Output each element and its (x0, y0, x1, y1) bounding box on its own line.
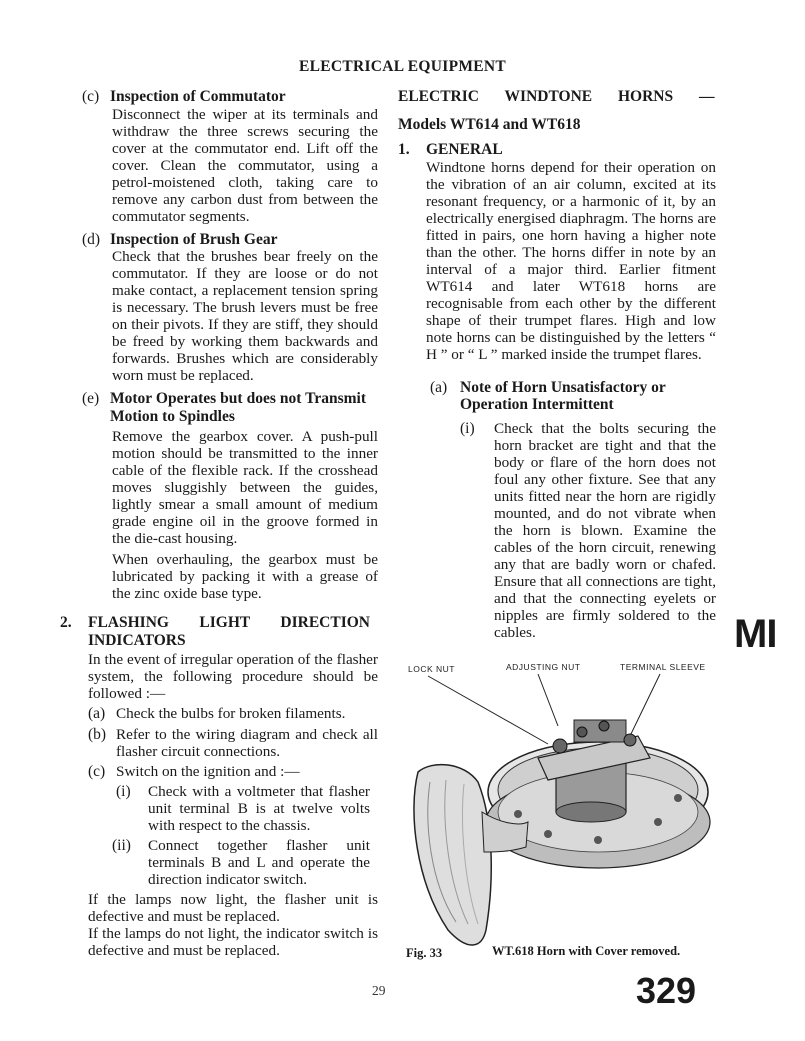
section-e-body-2: When overhauling, the gearbox must be lubricated by packing it with a grease of the zinc oxide base type. (112, 551, 378, 602)
section-d-body: Check that the brushes bear freely on the commutator. If they are loose or do not make contact, a replacement tension spring is necessary. The brush levers must be free on their pivots. If they are stiff, they should be freed by working them backwards and forwards. Brushes which are considerably worn must be replaced. (112, 248, 378, 384)
figure-number: Fig. 33 (406, 946, 443, 960)
section-e-title: Motor Operates but does not Transmit Motion to Spindles (110, 390, 366, 425)
section-d-title: Inspection of Brush Gear (110, 230, 278, 248)
step-b (88, 726, 378, 760)
section-c-heading (60, 88, 378, 106)
section-2-heading (60, 614, 378, 649)
substep-i (116, 783, 378, 834)
horn-figure (398, 662, 728, 960)
horn-check-i-label: (i) (460, 419, 475, 437)
section-e-heading (60, 390, 378, 425)
horn-subsection-a-heading (430, 379, 716, 414)
section-e-body-1: Remove the gearbox cover. A push-pull motion should be transmitted to the inner cable of the flexible rack. If the crosshead moves sluggishly between the guides, lightly smear a small amount of medium grade engine oil in the groove formed in the die-cast housing. (112, 428, 378, 547)
section-2-intro: In the event of irregular operation of the flasher system, the following procedure should be followed :— (88, 651, 378, 702)
section-d-heading (60, 231, 378, 249)
section-c-title: Inspection of Commutator (110, 88, 286, 105)
section-2-end-1: If the lamps now light, the flasher unit is defective and must be replaced. (88, 891, 378, 925)
step-b-text: Refer to the wiring diagram and check all flasher circuit connections. (116, 725, 378, 760)
substep-i-text: Check with a voltmeter that flasher unit terminal B is at twelve volts with respect to the chassis. (148, 783, 370, 834)
right-column (398, 88, 716, 641)
substep-i-label: (i) (116, 783, 131, 800)
section-d-label: (d) (82, 230, 101, 248)
horns-models: Models WT614 and WT618 (398, 115, 581, 133)
step-a-text: Check the bulbs for broken filaments. (116, 705, 346, 722)
section-c-body: Disconnect the wiper at its terminals and withdraw the three screws securing the cover at the commutator end. Lift off the cover. Clean the commutator, using a petrol-moistened cloth, taking care to remove any carbon dust from between the commutator segments. (112, 105, 378, 225)
general-number: 1. (398, 141, 410, 158)
horns-title: ELECTRIC WINDTONE HORNS — (398, 88, 715, 105)
step-c-label: (c) (88, 762, 106, 780)
general-heading (398, 141, 716, 159)
general-title: GENERAL (426, 141, 503, 158)
label-adjusting-nut: ADJUSTING NUT (506, 662, 581, 672)
section-e (60, 390, 378, 602)
horn-check-i (460, 420, 716, 641)
horn-subsection-a-title: Note of Horn Unsatisfactory or Operation Intermittent (460, 378, 666, 413)
horn-check-i-body: Check that the bolts securing the horn bracket are tight and that the body or flare of the horn does not foul any other fixture. See that any units fitted near the horn are rigidly mounted, and do not vibrate when the horn is blown. Examine the cables of the horn circuit, renewing any that are badly worn or chafed. Ensure that all connections are tight, and that the connecting eyelets or nipples are firmly soldered to the cables. (494, 419, 716, 641)
section-2-end-2: If the lamps do not light, the indicator switch is defective and must be replaced. (88, 925, 378, 959)
section-2-number: 2. (60, 614, 72, 631)
page-number: 329 (636, 970, 697, 1011)
horn-subsection-a-label: (a) (430, 378, 448, 396)
step-a-label: (a) (88, 705, 106, 722)
section-e-label: (e) (82, 390, 100, 407)
section-c-label: (c) (82, 88, 100, 105)
general-body: Windtone horns depend for their operation on the vibration of an air column, excited at its resonant frequency, or a harmonic of it, by an electrically energised diaphragm. The horns are fitted in pairs, one horn having a higher note than the other. The horns differ in note by an interval of a major third. Earlier fitment WT614 and later WT618 horns are recognisable from each other by the different shape of their trumpet flares. High and low note horns can be distinguished by the letters “ H ” or “ L ” marked inside the trumpet flares. (426, 158, 716, 363)
section-tab: MI (734, 612, 777, 656)
step-a (88, 705, 378, 723)
label-terminal-sleeve: TERMINAL SLEEVE (620, 662, 706, 672)
step-b-label: (b) (88, 725, 107, 743)
figure-caption: WT.618 Horn with Cover removed. (492, 944, 681, 958)
page-header: ELECTRICAL EQUIPMENT (298, 58, 507, 75)
horn-illustration (398, 662, 728, 952)
section-c (60, 88, 378, 225)
step-c-text: Switch on the ignition and :— (116, 762, 300, 780)
label-lock-nut: LOCK NUT (408, 664, 455, 674)
substep-ii-label: (ii) (112, 837, 131, 854)
section-d (60, 231, 378, 385)
small-page-number: 29 (372, 983, 386, 998)
section-2 (60, 614, 378, 959)
left-column (60, 88, 378, 959)
step-c (88, 763, 378, 781)
substep-ii (112, 837, 378, 888)
section-2-title: FLASHING LIGHT DIRECTION INDICATORS (88, 614, 370, 649)
substep-ii-text: Connect together flasher unit terminals B and L and operate the direction indicator switch. (148, 837, 370, 888)
